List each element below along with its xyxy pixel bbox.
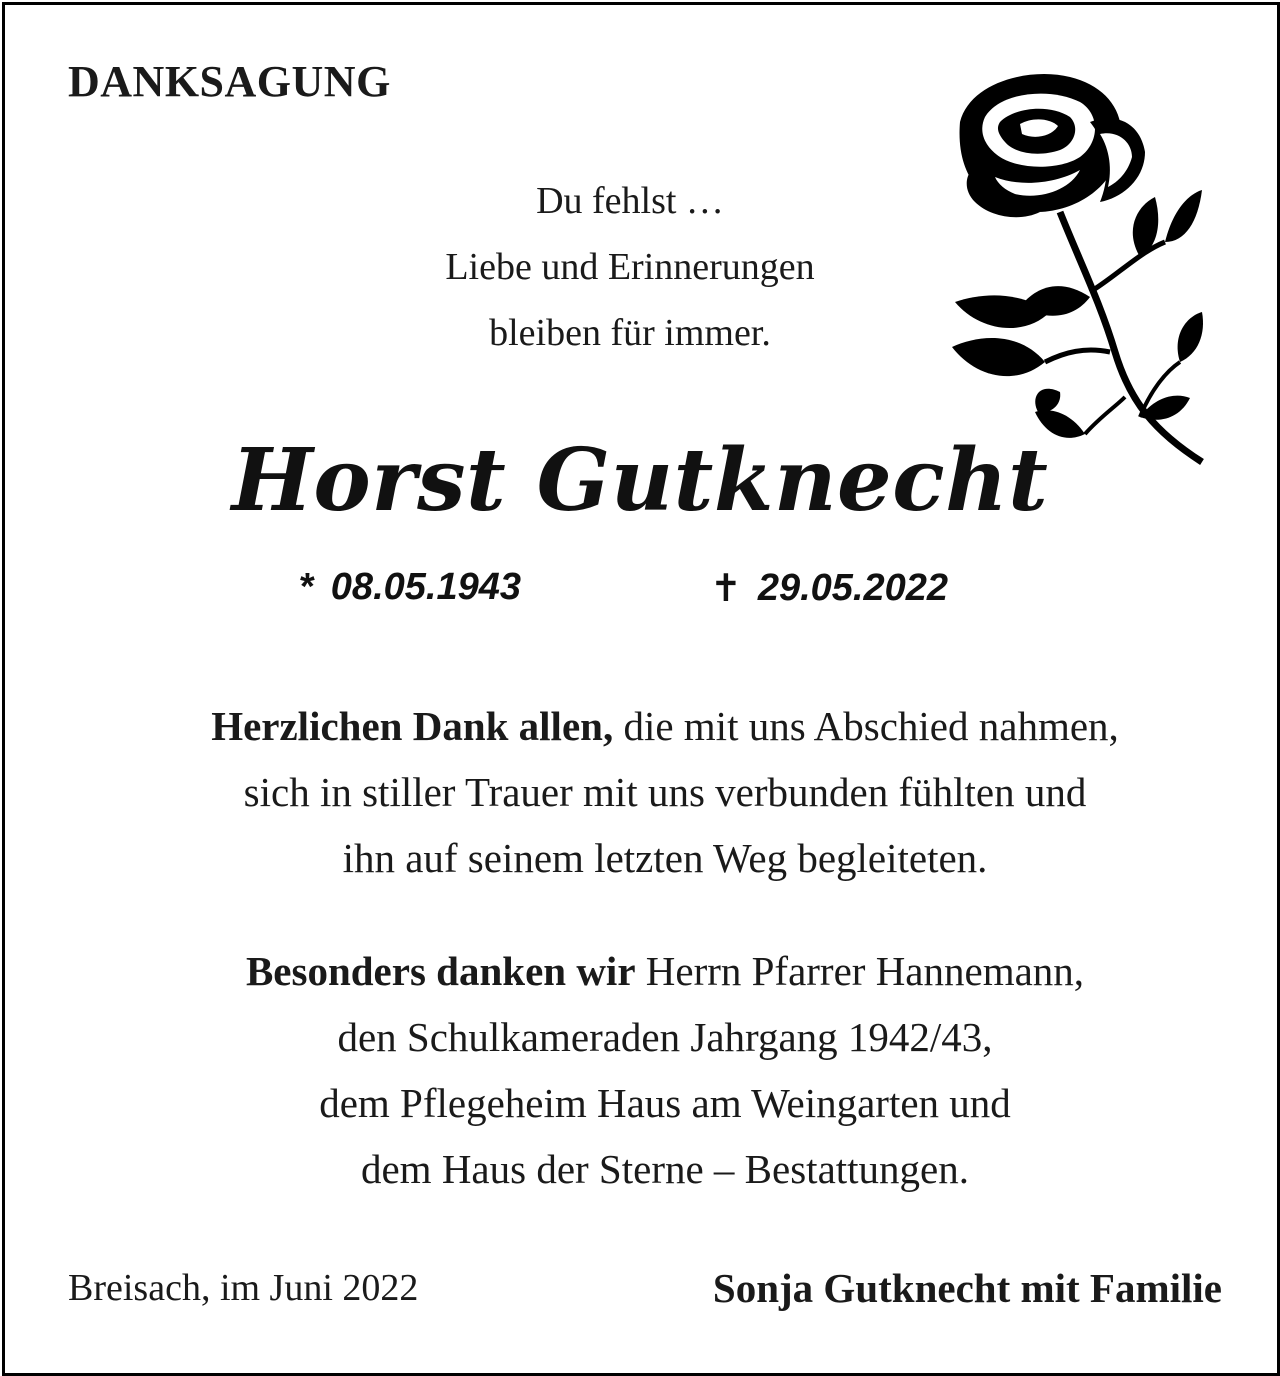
signature: Sonja Gutknecht mit Familie: [712, 1265, 1222, 1311]
thanks-lead: Herzlichen Dank allen,: [211, 703, 614, 749]
motto: [380, 168, 880, 366]
cross-icon: ✝: [710, 568, 742, 610]
special-thanks-line: den Schulkameraden Jahrgang 1942/43,: [337, 1014, 993, 1060]
special-thanks-line: dem Pflegeheim Haus am Weingarten und: [319, 1080, 1011, 1126]
star-icon: *: [300, 566, 315, 608]
special-thanks-lead: Besonders danken wir: [245, 948, 636, 994]
death-date: [710, 566, 948, 611]
place-date: Breisach, im Juni 2022: [68, 1267, 419, 1309]
deceased-name: Horst Gutknecht: [231, 430, 1049, 531]
birth-date-value: 08.05.1943: [330, 566, 521, 608]
thanks-paragraph: [60, 693, 1270, 891]
motto-line: Liebe und Erinnerungen: [445, 246, 815, 288]
thanks-line: [60, 693, 1270, 759]
rose-icon: [940, 62, 1210, 472]
special-thanks-paragraph: [60, 938, 1270, 1202]
death-date-value: 29.05.2022: [757, 567, 949, 609]
thanks-rest: die mit uns Abschied nahmen,: [613, 703, 1119, 749]
thanks-line: sich in stiller Trauer mit uns verbunden fühlten und: [243, 769, 1087, 815]
special-thanks-line: dem Haus der Sterne – Bestattungen.: [360, 1146, 969, 1192]
special-thanks-rest: Herrn Pfarrer Hannemann,: [635, 948, 1085, 994]
thanks-line: ihn auf seinem letzten Weg begleiteten.: [342, 835, 988, 881]
motto-line: Du fehlst …: [536, 180, 724, 222]
special-thanks-line: [60, 938, 1270, 1004]
motto-line: bleiben für immer.: [489, 312, 771, 354]
birth-date: [300, 566, 521, 609]
notice-heading: DANKSAGUNG: [68, 57, 391, 106]
